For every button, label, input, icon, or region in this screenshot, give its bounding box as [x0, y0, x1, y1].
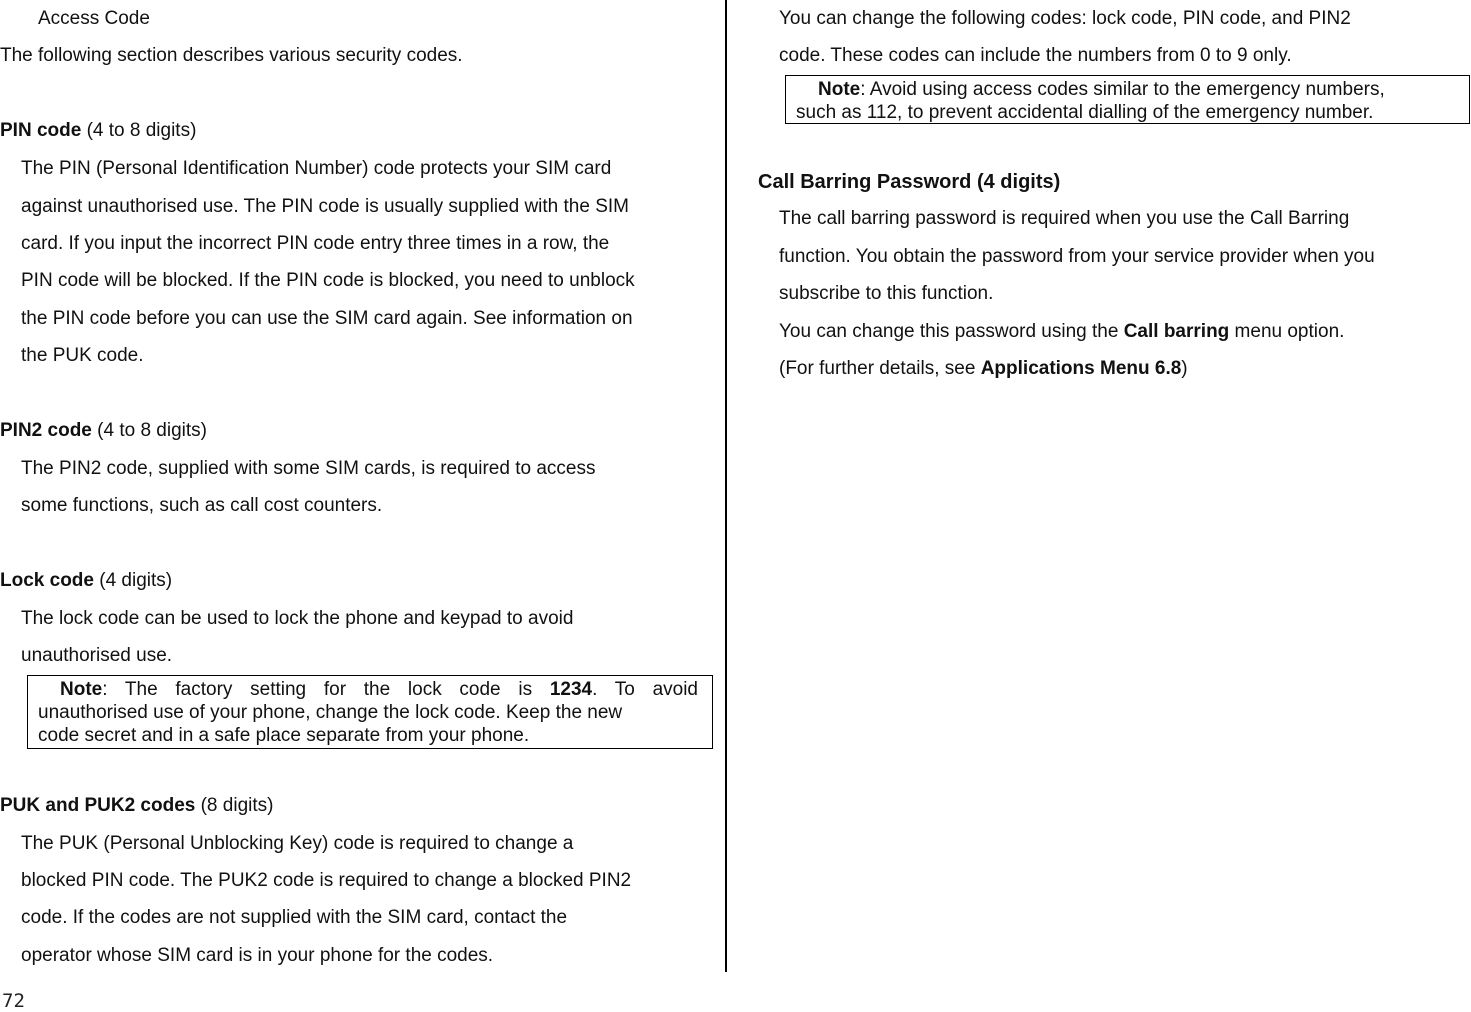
- emergency-note-line: Note: Avoid using access codes similar to the emergency numbers,: [818, 79, 1385, 100]
- puk-heading: [0, 794, 273, 818]
- pin2-digits: (4 to 8 digits): [91, 420, 207, 441]
- note-label: Note: [818, 79, 861, 100]
- pin2-line: some functions, such as call cost counters.: [21, 495, 383, 516]
- puk-line: blocked PIN code. The PUK2 code is required to change a blocked PIN2: [21, 870, 632, 891]
- pin-line: the PUK code.: [21, 345, 144, 366]
- puk-line: operator whose SIM card is in your phone for the codes.: [21, 945, 494, 966]
- puk-line: code. If the codes are not supplied with the SIM card, contact the: [21, 907, 568, 928]
- page-number: 72: [2, 990, 25, 1012]
- emergency-note-box: [785, 75, 1470, 124]
- intro-text: The following section describes various security codes.: [0, 45, 463, 66]
- pin-line: against unauthorised use. The PIN code is usually supplied with the SIM: [21, 196, 629, 217]
- pin-line: the PIN code before you can use the SIM card again. See information on: [21, 308, 633, 329]
- lock-note-line: Note: The factory setting for the lock code is 1234. To avoid: [60, 679, 699, 700]
- lock-code-value: 1234: [549, 679, 593, 700]
- call-barring-line: The call barring password is required when you use the Call Barring: [779, 208, 1350, 229]
- lock-note-line: code secret and in a safe place separate from your phone.: [38, 725, 530, 746]
- pin-heading-label: PIN code: [0, 120, 82, 141]
- pin2-heading: [0, 419, 207, 443]
- pin-line: PIN code will be blocked. If the PIN code is blocked, you need to unblock: [21, 270, 635, 291]
- codes-line: code. These codes can include the numbers from 0 to 9 only.: [779, 45, 1292, 66]
- applications-menu-ref: Applications Menu 6.8: [980, 358, 1182, 379]
- lock-note-box: [27, 675, 713, 749]
- lock-heading: [0, 569, 172, 593]
- lock-line: The lock code can be used to lock the phone and keypad to avoid: [21, 608, 574, 629]
- pin-line: The PIN (Personal Identification Number) code protects your SIM card: [21, 158, 612, 179]
- pin2-line: The PIN2 code, supplied with some SIM cards, is required to access: [21, 458, 596, 479]
- lock-digits: (4 digits): [93, 570, 173, 591]
- change-password-line: You can change this password using the Call barring menu option.: [779, 321, 1345, 342]
- pin-digits: (4 to 8 digits): [81, 120, 197, 141]
- puk-heading-label: PUK and PUK2 codes: [0, 795, 196, 816]
- call-barring-heading: Call Barring Password (4 digits): [758, 171, 1061, 193]
- column-divider: [725, 0, 727, 972]
- lock-heading-label: Lock code: [0, 570, 94, 591]
- codes-line: You can change the following codes: lock code, PIN code, and PIN2: [779, 8, 1351, 29]
- section-title: Access Code: [38, 8, 150, 29]
- pin-line: card. If you input the incorrect PIN code entry three times in a row, the: [21, 233, 610, 254]
- call-barring-option: Call barring: [1123, 321, 1230, 342]
- call-barring-line: function. You obtain the password from your service provider when you: [779, 246, 1375, 267]
- puk-digits: (8 digits): [195, 795, 274, 816]
- emergency-note-line: such as 112, to prevent accidental dialling of the emergency number.: [796, 102, 1374, 123]
- lock-note-line: unauthorised use of your phone, change the lock code. Keep the new: [38, 702, 623, 723]
- lock-line: unauthorised use.: [21, 645, 173, 666]
- pin2-heading-label: PIN2 code: [0, 420, 92, 441]
- pin-heading: [0, 119, 196, 143]
- call-barring-line: subscribe to this function.: [779, 283, 994, 304]
- puk-line: The PUK (Personal Unblocking Key) code is required to change a: [21, 833, 574, 854]
- note-label: Note: [60, 679, 103, 700]
- details-line: (For further details, see Applications Menu 6.8): [779, 358, 1188, 379]
